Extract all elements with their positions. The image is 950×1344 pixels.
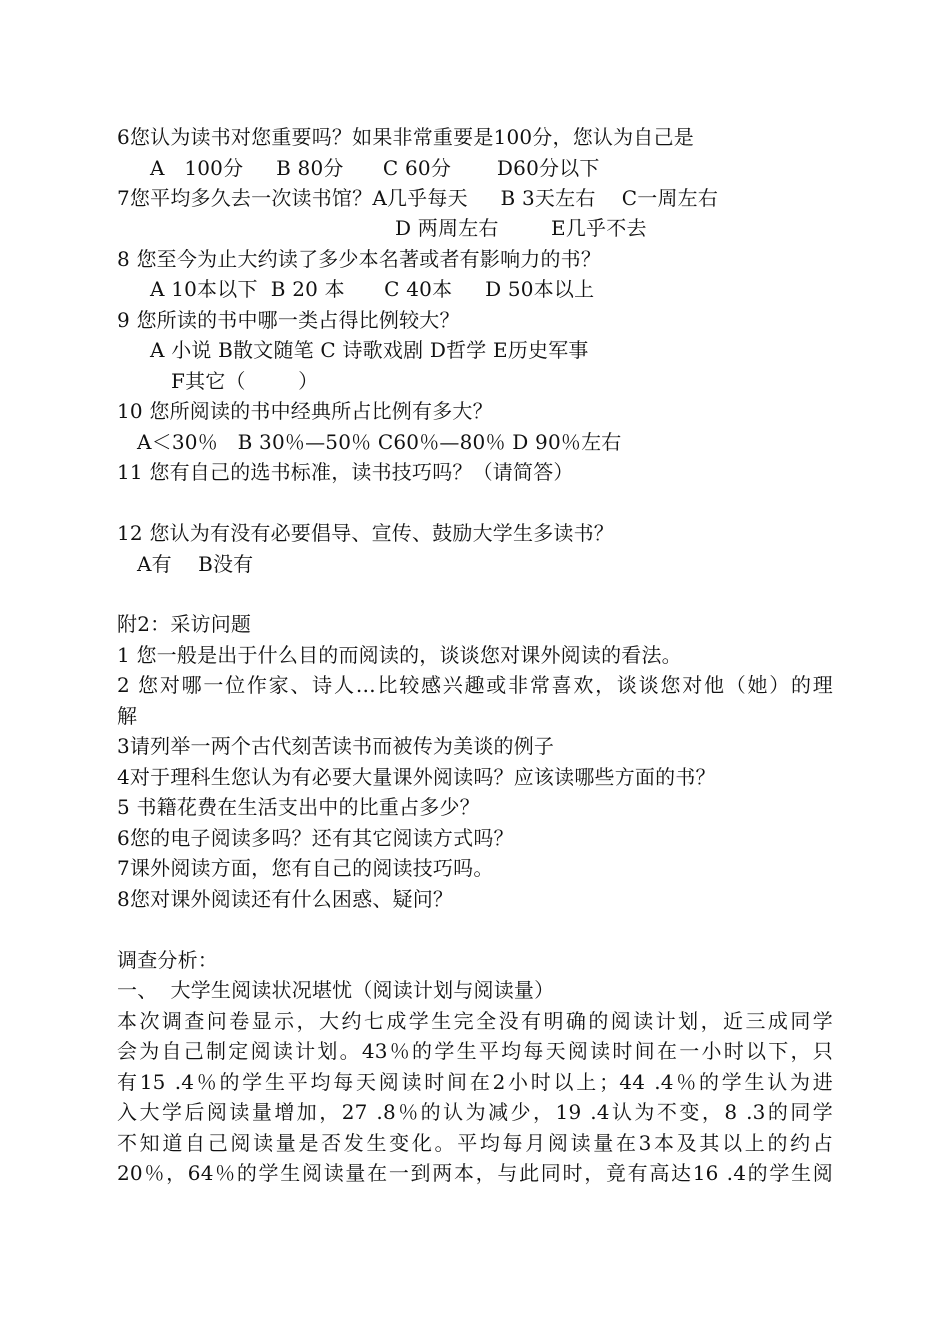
question-12: 12 您认为有没有必要倡导、宣传、鼓励大学生多读书？ — [117, 521, 615, 545]
interview-question-6: 6您的电子阅读多吗？还有其它阅读方式吗？ — [117, 826, 514, 850]
analysis-paragraph-line: 会为自己制定阅读计划。43％的学生平均每天阅读时间在一小时以下，只 — [117, 1039, 833, 1063]
question-11: 11 您有自己的选书标准，读书技巧吗？（请简答） — [117, 460, 574, 484]
question-12-options: A有 B没有 — [137, 552, 254, 576]
interview-question-3: 3请列举一两个古代刻苦读书而被传为美谈的例子 — [117, 734, 555, 758]
analysis-paragraph-line: 入大学后阅读量增加，27 .8％的认为减少，19 .4认为不变，8 .3的同学 — [117, 1100, 833, 1124]
interview-question-7: 7课外阅读方面，您有自己的阅读技巧吗。 — [117, 856, 494, 880]
analysis-paragraph-line: 有15 .4％的学生平均每天阅读时间在2小时以上；44 .4％的学生认为进 — [117, 1070, 833, 1094]
question-6-options: A 100分 B 80分 C 60分 D60分以下 — [150, 156, 600, 180]
question-10: 10 您所阅读的书中经典所占比例有多大？ — [117, 399, 493, 423]
analysis-paragraph-line: 不知道自己阅读量是否发生变化。平均每月阅读量在3本及其以上的约占 — [117, 1131, 833, 1155]
section-1-heading: 一、 大学生阅读状况堪忧（阅读计划与阅读量） — [117, 978, 555, 1002]
interview-question-2-cont: 解 — [117, 704, 138, 728]
question-8: 8 您至今为止大约读了多少本名著或者有影响力的书？ — [117, 247, 602, 271]
question-7: 7您平均多久去一次读书馆？A几乎每天 B 3天左右 C一周左右 — [117, 186, 719, 210]
question-10-options: A＜30％ B 30％—50％ C60％—80％ D 90％左右 — [137, 430, 622, 454]
question-9: 9 您所读的书中哪一类占得比例较大？ — [117, 308, 460, 332]
question-7-options: D 两周左右 E几乎不去 — [395, 216, 647, 240]
interview-question-4: 4对于理科生您认为有必要大量课外阅读吗？应该读哪些方面的书？ — [117, 765, 716, 789]
question-6: 6您认为读书对您重要吗？如果非常重要是100分，您认为自己是 — [117, 125, 694, 149]
interview-question-8: 8您对课外阅读还有什么困惑、疑问？ — [117, 887, 454, 911]
appendix-title: 附2：采访问题 — [117, 612, 252, 636]
analysis-paragraph-line: 20％，64％的学生阅读量在一到两本，与此同时，竟有高达16 .4的学生阅 — [117, 1161, 833, 1185]
interview-question-1: 1 您一般是出于什么目的而阅读的，谈谈您对课外阅读的看法。 — [117, 643, 682, 667]
interview-question-5: 5 书籍花费在生活支出中的比重占多少？ — [117, 795, 480, 819]
analysis-title: 调查分析： — [117, 948, 218, 972]
interview-question-2: 2 您对哪一位作家、诗人…比较感兴趣或非常喜欢，谈谈您对他（她）的理 — [117, 673, 833, 697]
question-8-options: A 10本以下 B 20 本 C 40本 D 50本以上 — [150, 277, 595, 301]
analysis-paragraph-line: 本次调查问卷显示，大约七成学生完全没有明确的阅读计划，近三成同学 — [117, 1009, 833, 1033]
question-9-options: A 小说 B散文随笔 C 诗歌戏剧 D哲学 E历史军事 — [150, 338, 589, 362]
question-9-options-other: F其它（ ） — [171, 369, 319, 393]
